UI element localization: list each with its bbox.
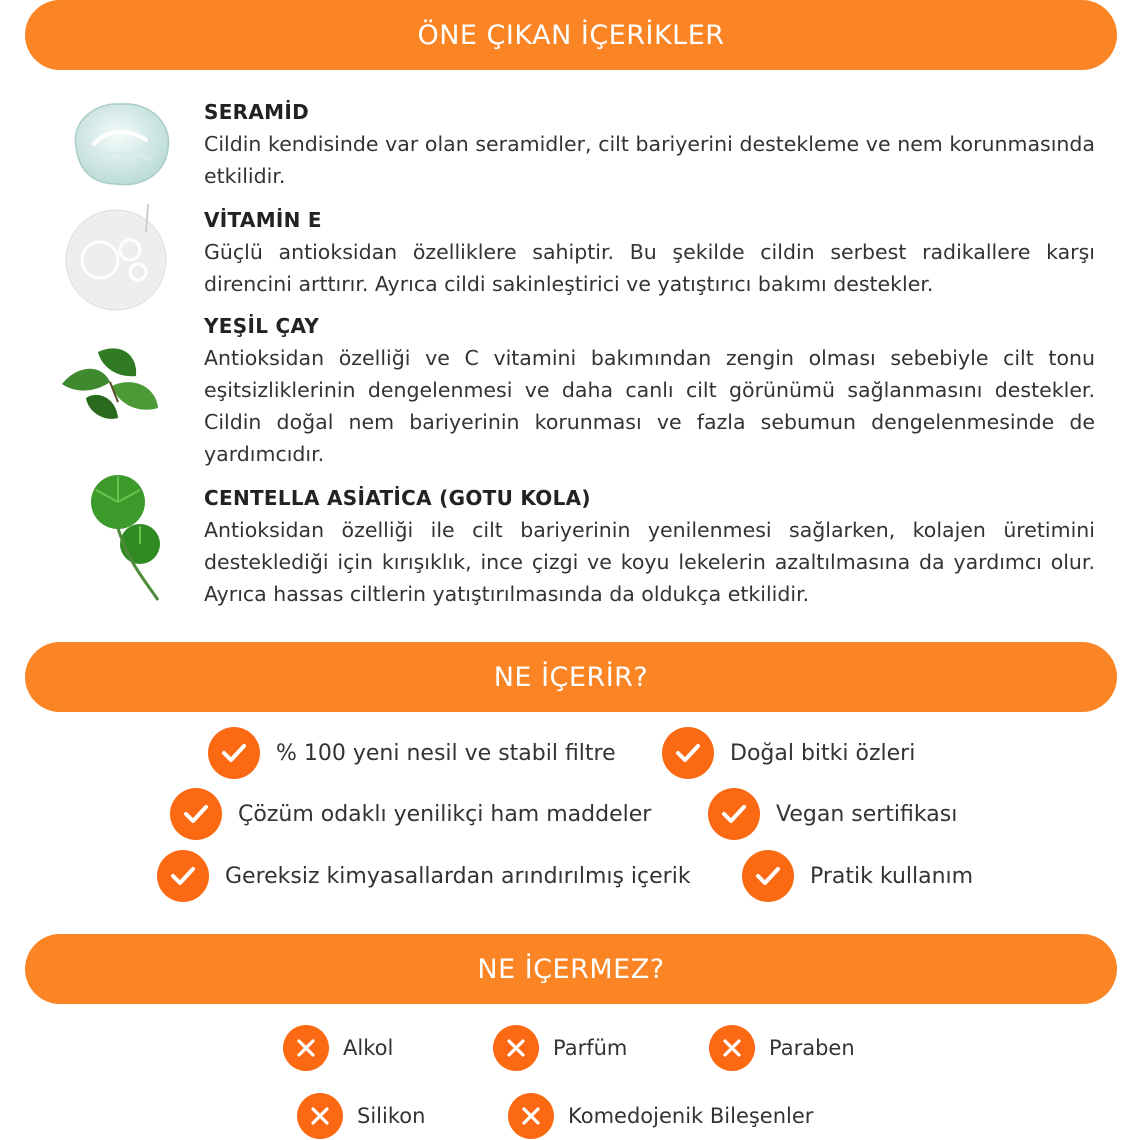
contains-label: Doğal bitki özleri xyxy=(730,740,916,766)
ingredient-title: CENTELLA ASİATİCA (GOTU KOLA) xyxy=(204,486,591,510)
contains-label: Çözüm odaklı yenilikçi ham maddeler xyxy=(238,801,652,827)
not-contains-label: Alkol xyxy=(343,1036,394,1060)
cross-icon xyxy=(493,1025,539,1071)
not-contains-item xyxy=(283,1025,393,1071)
checkmark-icon xyxy=(742,850,794,902)
not-contains-label: Paraben xyxy=(769,1036,855,1060)
checkmark-icon xyxy=(170,788,222,840)
contains-label: % 100 yeni nesil ve stabil filtre xyxy=(276,740,616,766)
checkmark-icon xyxy=(662,727,714,779)
vitamin-e-droplet-icon xyxy=(60,198,172,318)
cross-icon xyxy=(508,1093,554,1139)
ingredient-description: Antioksidan özelliği ile cilt bariyerinin yenilenmesi sağlarken, kolajen üretimini desteklediği için kırışıklık, ince çizgi ve koyu lekelerin azaltılmasına da yardımcı olur. Ayrıca hassas ciltlerin yatıştırılmasında da oldukça etkilidir. xyxy=(204,518,1095,606)
checkmark-icon xyxy=(208,727,260,779)
ingredient-title: SERAMİD xyxy=(204,100,309,124)
contains-item xyxy=(708,788,957,840)
contains-item xyxy=(170,788,651,840)
green-tea-leaves-icon xyxy=(58,342,162,428)
checkmark-icon xyxy=(708,788,760,840)
not-contains-item xyxy=(297,1093,425,1139)
cross-icon xyxy=(297,1093,343,1139)
not-contains-item xyxy=(493,1025,627,1071)
not-contains-banner xyxy=(25,934,1117,1004)
contains-title: NE İÇERİR? xyxy=(493,661,649,693)
centella-leaves-icon xyxy=(88,472,168,608)
featured-ingredients-banner xyxy=(25,0,1117,70)
contains-item xyxy=(157,850,691,902)
contains-item xyxy=(662,727,915,779)
contains-item xyxy=(742,850,973,902)
ingredient-description: Antioksidan özelliği ve C vitamini bakımından zengin olması sebebiyle cilt tonu eşitsizliklerinin dengelenmesi ve daha canlı cilt görünümü sağlanmasını destekler. Cildin doğal nem bariyerinin korunması ve fazla sebumun dengelenmesinde de yardımcıdır. xyxy=(204,346,1095,466)
contains-label: Vegan sertifikası xyxy=(776,801,958,827)
not-contains-label: Parfüm xyxy=(553,1036,628,1060)
contains-banner xyxy=(25,642,1117,712)
ingredient-description: Cildin kendisinde var olan seramidler, cilt bariyerini destekleme ve nem korunmasında etkilidir. xyxy=(204,132,1095,188)
ingredient-description: Güçlü antioksidan özelliklere sahiptir. Bu şekilde cildin serbest radikallere karşı direncini arttırır. Ayrıca cildi sakinleştirici ve yatıştırıcı bakımı destekler. xyxy=(204,240,1095,296)
not-contains-title: NE İÇERMEZ? xyxy=(477,953,665,985)
ceramide-cream-icon xyxy=(66,96,176,194)
ingredient-title: VİTAMİN E xyxy=(204,208,322,232)
contains-label: Pratik kullanım xyxy=(810,863,974,889)
not-contains-label: Komedojenik Bileşenler xyxy=(568,1104,814,1128)
contains-label: Gereksiz kimyasallardan arındırılmış içerik xyxy=(225,863,691,889)
cross-icon xyxy=(709,1025,755,1071)
cross-icon xyxy=(283,1025,329,1071)
contains-item xyxy=(208,727,616,779)
featured-ingredients-title: ÖNE ÇIKAN İÇERİKLER xyxy=(417,19,725,51)
not-contains-item xyxy=(709,1025,855,1071)
not-contains-item xyxy=(508,1093,813,1139)
checkmark-icon xyxy=(157,850,209,902)
ingredient-title: YEŞİL ÇAY xyxy=(204,314,320,338)
not-contains-label: Silikon xyxy=(357,1104,426,1128)
